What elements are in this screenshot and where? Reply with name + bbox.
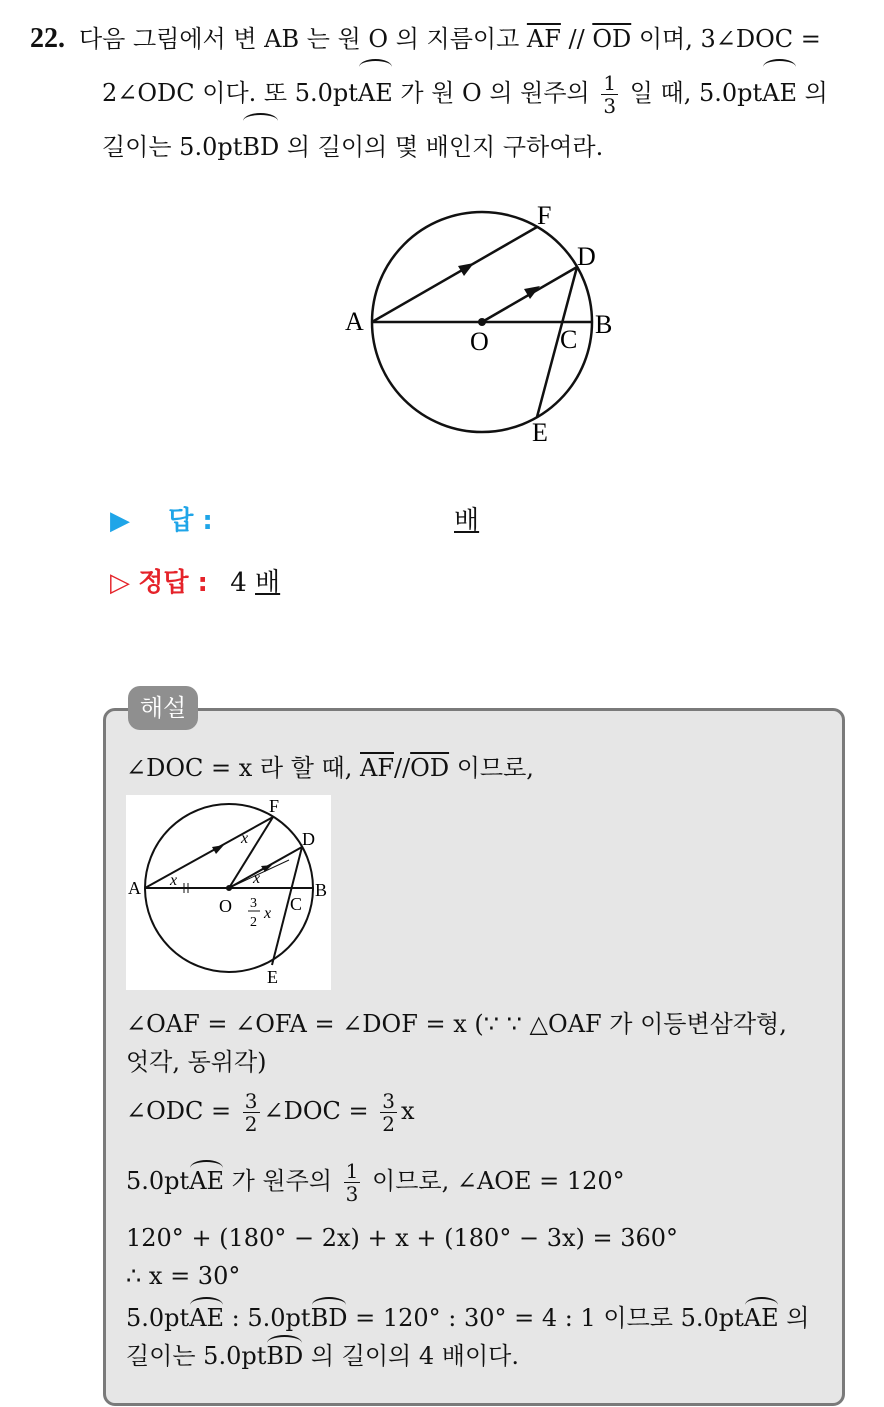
solution-line-1: ∠DOC = x 라 할 때, $\overline{AF}//\overline{OD}$ 이므로, [126, 754, 534, 782]
label-b: B [595, 310, 613, 339]
problem-text [30, 12, 870, 174]
svg-text:x: x [253, 870, 261, 887]
svg-text:A: A [128, 878, 141, 898]
svg-text:B: B [315, 880, 328, 900]
answer-blank-unit[interactable]: 배 [454, 506, 480, 536]
svg-text:F: F [269, 796, 280, 816]
arrow-icon [458, 263, 474, 276]
svg-text:x: x [170, 872, 178, 889]
answer-row [110, 500, 480, 537]
segment-od: $\overline{OD}$ [592, 25, 632, 53]
label-d: D [577, 242, 596, 271]
svg-text:O: O [219, 896, 232, 916]
correct-answer-row [110, 562, 280, 599]
solution-line-9: 길이는 5.0ptBD 의 길이의 4 배이다. [126, 1342, 519, 1370]
solution-figure [126, 795, 331, 990]
arc-ae: AE [358, 66, 393, 120]
svg-text:E: E [267, 967, 278, 987]
correct-answer-value: 4 [230, 568, 247, 598]
question-number: 22. [30, 23, 65, 54]
svg-text:x: x [264, 905, 272, 922]
solution-tag: 해설 [128, 686, 198, 730]
solution-line-8: 5.0ptAE : 5.0ptBD = 120° : 30° = 4 : 1 이므로 5.0ptAE 의 [126, 1304, 810, 1332]
outline-triangle-icon: ▷ [110, 568, 130, 598]
correct-answer-unit: 배 [255, 568, 281, 598]
chord-af [372, 227, 537, 322]
segment-af: $\overline{AF}$ [526, 25, 561, 53]
problem-line-2: 2∠ODC 이다. 또 5.0ptAE 가 원 O 의 원주의 $\frac{1}{3}$ 일 때, 5.0ptAE 의 [30, 66, 870, 120]
arrow-icon [212, 845, 224, 854]
solution-line-6: 120° + (180° − 2x) + x + (180° − 3x) = 360° [126, 1224, 679, 1252]
label-o: O [470, 327, 489, 356]
circle-figure [340, 198, 630, 448]
solution-line-2: ∠OAF = ∠OFA = ∠DOF = x (∵ ∵ △OAF 가 이등변삼각형, [126, 1010, 787, 1038]
answer-label: 답 : [168, 506, 213, 536]
label-c: C [560, 325, 578, 354]
correct-answer-label: 정답 : [138, 568, 208, 598]
solution-line-5: 5.0ptAE 가 원주의 $\frac{1}{3}$ 이므로, ∠AOE = 120° [126, 1159, 625, 1206]
problem-line-1: 22. 다음 그림에서 변 AB 는 원 O 의 지름이고 $\overline{AF} // \overline{OD}$ 이며, 3∠DOC = [30, 23, 821, 54]
solution-line-3: 엇각, 동위각) [126, 1048, 267, 1076]
arc-bd: BD [242, 120, 279, 174]
solution-line-4: ∠ODC = $\frac{3}{2}$ ∠DOC = $\frac{3}{2}$ x [126, 1089, 415, 1136]
center-point [478, 318, 486, 326]
svg-text:2: 2 [250, 915, 257, 930]
play-triangle-icon: ▶ [110, 506, 130, 536]
svg-text:C: C [290, 894, 303, 914]
solution-line-7: ∴ x = 30° [126, 1262, 241, 1290]
arc-ae: AE [762, 66, 797, 120]
label-f: F [537, 201, 552, 230]
svg-text:D: D [302, 829, 315, 849]
label-e: E [532, 418, 548, 447]
problem-line-3: 길이는 5.0ptBD 의 길이의 몇 배인지 구하여라. [30, 120, 870, 174]
svg-text:3: 3 [250, 896, 257, 911]
svg-text:x: x [241, 830, 249, 847]
label-a: A [345, 307, 364, 336]
fraction-one-third: $\frac{1}{3}$ [603, 71, 617, 118]
